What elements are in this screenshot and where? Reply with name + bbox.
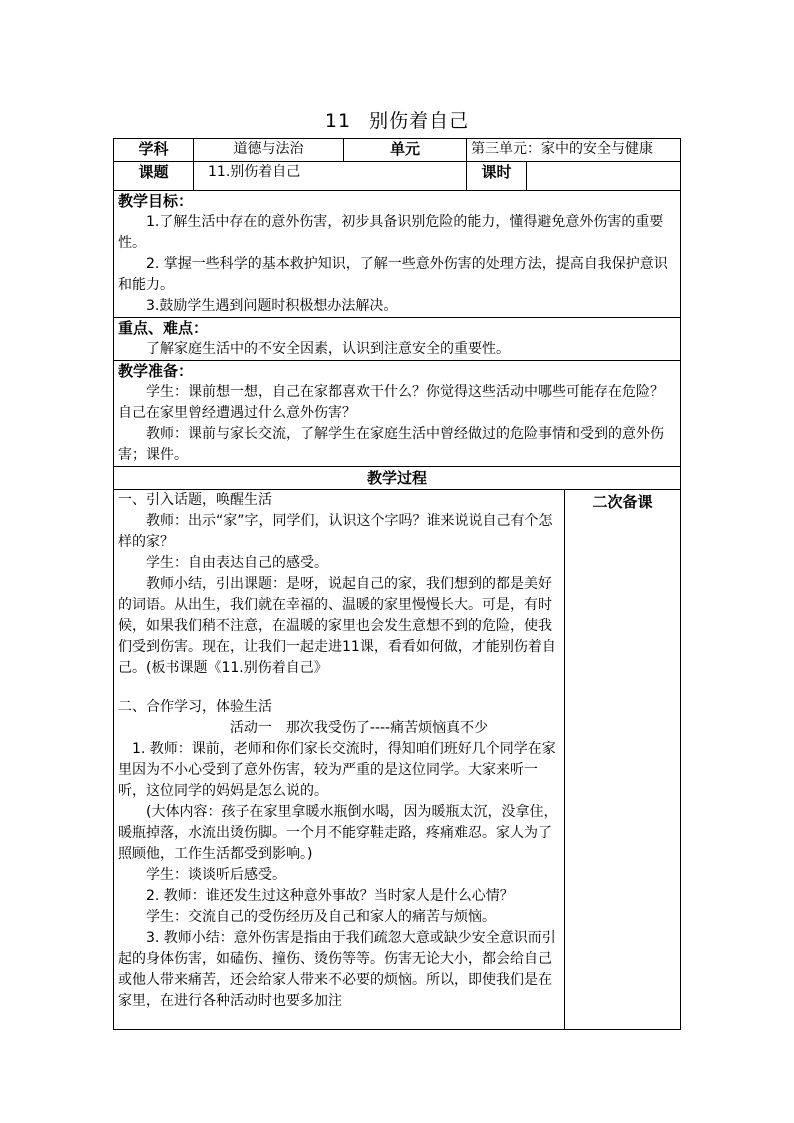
- lesson-number: 11: [324, 110, 352, 132]
- process-content: [114, 490, 565, 1030]
- part2-paragraph: 学生：交流自己的受伤经历及自己和家人的痛苦与烦恼。: [146, 909, 496, 925]
- part2-paragraph: (大体内容：孩子在家里拿暖水瓶倒水喝，因为暖瓶太沉，没拿住，暖瓶掉落，水流出烫伤脚。一个月不能穿鞋走路，疼痛难忍。家人为了照顾他，工作生活都受到影响。): [118, 804, 558, 862]
- second-preparation-heading: 二次备课: [565, 490, 681, 1030]
- activity-title: 活动一 那次我受伤了----痛苦烦恼真不少: [229, 720, 489, 736]
- part1-paragraph: 教师：出示“家”字，同学们，认识这个字吗？谁来说说自己有个怎样的家？: [118, 513, 553, 550]
- goal-item: 2. 掌握一些科学的基本救护知识，了解一些意外伤害的处理方法，提高自我保护意识和能力。: [118, 256, 668, 293]
- hours-label: 课时: [467, 162, 527, 191]
- goals-heading: 教学目标：: [118, 192, 194, 210]
- part1-heading: 一、引入话题，唤醒生活: [118, 492, 272, 508]
- unit-label: 单元: [344, 139, 467, 162]
- key-points-text: 了解家庭生活中的不安全因素，认识到注意安全的重要性。: [146, 341, 510, 357]
- preparation-row: [114, 361, 681, 467]
- preparation-teacher: 教师：课前与家长交流，了解学生在家庭生活中曾经做过的危险事情和受到的意外伤害；课件。: [118, 426, 664, 463]
- process-heading-row: [114, 467, 681, 490]
- topic-label: 课题: [114, 162, 194, 191]
- lesson-title: 别伤着自己: [369, 110, 470, 132]
- goal-item: 1.了解生活中存在的意外伤害，初步具备识别危险的能力，懂得避免意外伤害的重要性。: [118, 214, 664, 251]
- unit-value: 第三单元：家中的安全与健康: [467, 139, 681, 162]
- spacer: [118, 679, 560, 697]
- process-heading: 教学过程: [114, 467, 681, 490]
- part2-paragraph: 3. 教师小结：意外伤害是指由于我们疏忽大意或缺少安全意识而引起的身体伤害，如磕伤、撞伤、烫伤等等。伤害无论大小，都会给自己或他人带来痛苦，还会给家人带来不必要的烦恼。所以，即使我们是在家里，在进行各种活动时也要多加注: [118, 930, 556, 1009]
- part2-paragraph: 学生：谈谈听后感受。: [146, 867, 286, 883]
- goal-item: 3.鼓励学生遇到问题时积极想办法解决。: [146, 298, 398, 314]
- preparation-student: 学生：课前想一想，自己在家都喜欢干什么？你觉得这些活动中哪些可能存在危险？自己在家里曾经遭遇过什么意外伤害？: [118, 384, 664, 421]
- goals-row: [114, 191, 681, 318]
- preparation-heading: 教学准备：: [118, 362, 194, 380]
- part1-paragraph: 学生：自由表达自己的感受。: [146, 555, 328, 571]
- header-row-subject: [114, 139, 681, 162]
- topic-value: 11.别伤着自己: [194, 162, 467, 191]
- page-title: [0, 106, 794, 133]
- part2-paragraph: 2. 教师：谁还发生过这种意外事故？当时家人是什么心情？: [146, 888, 514, 904]
- subject-value: 道德与法治: [194, 139, 344, 162]
- hours-value: [527, 162, 681, 191]
- part2-heading: 二、合作学习，体验生活: [118, 699, 272, 715]
- subject-label: 学科: [114, 139, 194, 162]
- lesson-plan-table: [113, 138, 681, 1030]
- process-row: [114, 490, 681, 1030]
- part1-paragraph: 教师小结，引出课题：是呀，说起自己的家，我们想到的都是美好的词语。从出生，我们就在幸福的、温暖的家里慢慢长大。可是，有时候，如果我们稍不注意，在温暖的家里也会发生意想不到的危险，使我们受到伤害。现在，让我们一起走进11课，看看如何做，才能别伤着自己。(板书课题《11.别伤着自己》: [118, 576, 556, 676]
- key-points-heading: 重点、难点：: [118, 319, 209, 337]
- part2-paragraph: 1. 教师：课前，老师和你们家长交流时，得知咱们班好几个同学在家里因为不小心受到了意外伤害，较为严重的是这位同学。大家来听一听，这位同学的妈妈是怎么说的。: [118, 741, 556, 799]
- key-points-row: [114, 318, 681, 361]
- header-row-topic: [114, 162, 681, 191]
